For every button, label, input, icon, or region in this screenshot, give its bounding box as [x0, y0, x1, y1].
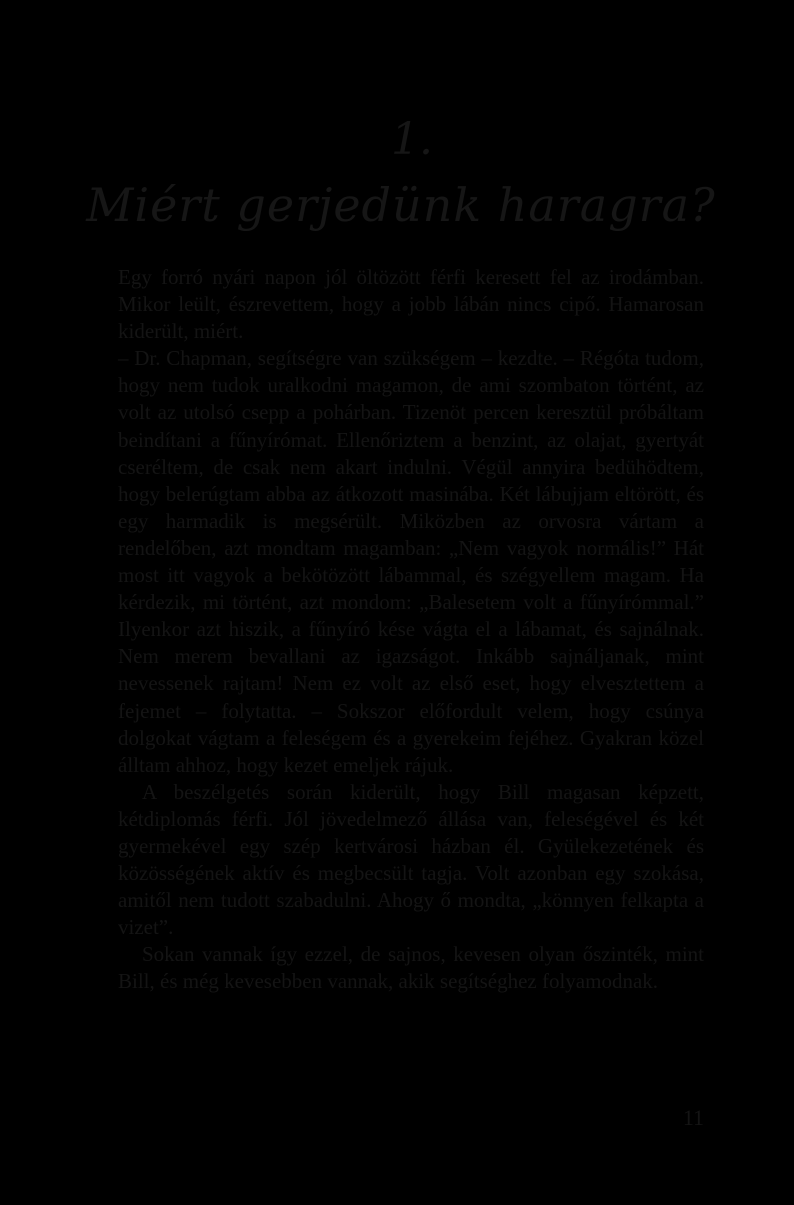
paragraph: – Dr. Chapman, segítségre van szükségem – kezdte. – Régóta tudom, hogy nem tudok uralkodni magamon, de ami szombaton történt, az volt az utolsó csepp a pohárban. Tizenöt percen keresztül próbáltam beindítani a fűnyírómat. Ellenőriztem a benzint, az olajat, gyertyát cseréltem, de csak nem akart indulni. Végül annyira bedühödtem, hogy belerúgtam abba az átkozott masinába. Két lábujjam eltörött, és egy harmadik is megsérült. Miközben az orvosra vártam a rendelőben, azt mondtam magamban: „Nem vagyok normális!” Hát most itt vagyok a bekötözött lábammal, és szégyellem magam. Ha kérdezik, mi történt, azt mondom: „Balesetem volt a fűnyírómmal.” Ilyenkor azt hiszik, a fűnyíró kése vágta el a lábamat, és sajnálnak. Nem merem bevallani az igazságot. Inkább sajnáljanak, mint nevessenek rajtam! Nem ez volt az első eset, hogy elvesztettem a fejemet – folytatta. – Sokszor előfordult velem, hogy csúnya dolgokat vágtam a feleségem és a gyerekeim fejéhez. Gyakran közel álltam ahhoz, hogy kezet emeljek rájuk.	[118, 346, 704, 777]
chapter-title: Miért gerjedünk haragra?	[86, 178, 716, 232]
page-number: 11	[682, 1105, 704, 1130]
paragraph: Sokan vannak így ezzel, de sajnos, kevesen olyan őszinték, mint Bill, és még kevesebben vannak, akik segítséghez folyamodnak.	[118, 942, 704, 994]
chapter-number: 1.	[391, 114, 433, 165]
paragraph: A beszélgetés során kiderült, hogy Bill magasan képzett, kétdiplomás férfi. Jól jövedelmező állása van, feleségével és két gyermekével egy szép kertvárosi házban él. Gyülekezetének és közösségének aktív és megbecsült tagja. Volt azonban egy szokása, amitől nem tudott szabadulni. Ahogy ő mondta, „könnyen felkapta a vizet”.	[118, 779, 704, 940]
body-text	[118, 264, 704, 996]
paragraph: Egy forró nyári napon jól öltözött férfi keresett fel az irodámban. Mikor leült, észrevettem, hogy a jobb lábán nincs cipő. Hamarosan kiderült, miért.	[118, 265, 704, 344]
